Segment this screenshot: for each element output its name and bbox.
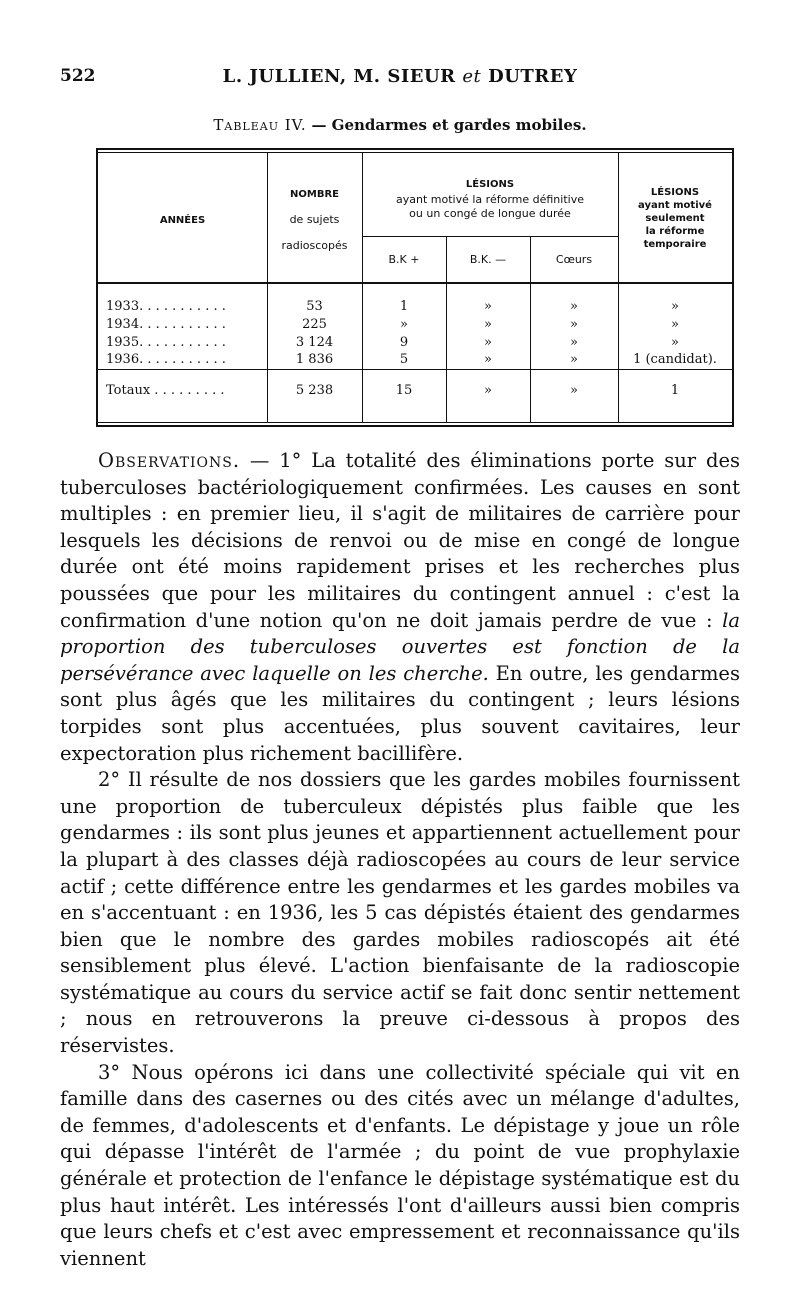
row-1936-bk-minus: »: [484, 352, 492, 367]
row-1936-annee: 1936. . . . . . . . . . .: [106, 352, 226, 367]
totals-coeurs: »: [570, 383, 578, 398]
header-lesions-temporaire-line4: la réforme: [645, 226, 705, 237]
row-1933-bk-minus: »: [484, 299, 492, 314]
totals-rule: [98, 369, 732, 370]
header-lesions-temporaire-line5: temporaire: [643, 239, 707, 250]
header-bk-plus: B.K +: [388, 253, 420, 266]
table-border-bottom: [96, 425, 734, 427]
totals-label: Totaux . . . . . . . . .: [106, 383, 225, 398]
body-text: [60, 448, 740, 1272]
running-head: [0, 66, 800, 87]
row-1934-temporaire: »: [671, 317, 679, 332]
table-border-bottom-inner: [96, 422, 734, 423]
totals-temporaire: 1: [670, 383, 680, 398]
table-border-top-inner: [96, 152, 734, 153]
header-lesions-temporaire-line2: ayant motivé: [638, 200, 712, 211]
row-1933-bk-plus: 1: [399, 299, 409, 314]
row-1933-annee: 1933. . . . . . . . . . .: [106, 299, 226, 314]
col-rule-2: [362, 152, 363, 422]
row-1936-coeurs: »: [570, 352, 578, 367]
row-1934-annee: 1934. . . . . . . . . . .: [106, 317, 226, 332]
header-lesions-definitive-line3: ou un congé de longue durée: [409, 207, 571, 220]
header-lesions-temporaire-line3: seulement: [645, 213, 705, 224]
row-1935-coeurs: »: [570, 335, 578, 350]
row-1935-temporaire: »: [671, 335, 679, 350]
table-title: [0, 116, 800, 134]
paragraph-2: 2° Il résulte de nos dossiers que les gardes mobiles fournissent une proportion de tuberculeux dépistés plus faible que les gendarmes : ils sont plus jeunes et appartiennent actuellement pour la plupart à des classes déjà radioscopées au cours de leur service actif ; cette différence entre les gendarmes et les gardes mobiles va en s'accentuant : en 1936, les 5 cas dépistés étaient des gendarmes bien que le nombre des gardes mobiles radioscopés ait été sensiblement plus élevé. L'action bienfaisante de la radioscopie systématique au cours du service actif se fait donc sentir nettement ; nous en retrouverons la preuve ci-dessous à propos des réservistes.: [60, 768, 740, 1058]
header-nombre-line2: de sujets: [289, 213, 340, 226]
row-1934-bk-minus: »: [484, 317, 492, 332]
row-1936-bk-plus: 5: [399, 352, 409, 367]
row-1934-coeurs: »: [570, 317, 578, 332]
running-head-authors: L. JULLIEN, M. SIEUR: [222, 66, 456, 87]
paragraph-1-part-a: — 1° La totalité des éliminations porte sur des tuberculoses bactériologiquement confirmées. Les causes en sont multiples : en premier lieu, il s'agit de militaires de carrière pour lesquels les décisions de renvoi ou de mise en congé de longue durée ont été moins rapidement prises et les recherches plus poussées que pour les militaires du contingent annuel : c'est la confirmation d'une notion qu'on ne doit jamais perdre de vue :: [60, 449, 740, 632]
table-border-left: [96, 148, 98, 427]
observations-label: Observations.: [98, 449, 241, 472]
header-sub-rule: [362, 236, 618, 237]
header-nombre-line3: radioscopés: [281, 239, 348, 252]
row-1933-coeurs: »: [570, 299, 578, 314]
totals-nombre: 5 238: [295, 383, 334, 398]
table-border-top: [96, 148, 734, 150]
page-number: 522: [60, 66, 96, 86]
data-table: [96, 148, 734, 426]
table-border-right: [732, 148, 734, 427]
paragraph-1-part-b: En outre, les gendarmes sont plus âgés que les militaires du contingent ; leurs lésions torpides sont plus accentuées, plus souvent cavitaires, leur expectoration plus richement bacillifère.: [60, 661, 740, 765]
running-head-author-last: DUTREY: [488, 66, 578, 87]
row-1934-bk-plus: »: [400, 317, 408, 332]
header-lesions-temporaire: LÉSIONS: [650, 187, 700, 198]
row-1935-annee: 1935. . . . . . . . . . .: [106, 335, 226, 350]
row-1934-nombre: 225: [302, 317, 327, 332]
row-1933-temporaire: »: [671, 299, 679, 314]
header-annees: ANNÉES: [159, 215, 206, 226]
paragraph-1-italic: la proportion des tuberculoses ouvertes est fonction de la persévérance avec laquelle on les cherche.: [60, 608, 740, 685]
header-nombre: NOMBRE: [290, 189, 339, 200]
running-head-conj: et: [462, 66, 482, 87]
paragraph-3: 3° Nous opérons ici dans une collectivité spéciale qui vit en famille dans des casernes ou des cités avec un mélange d'adultes, de femmes, d'adolescents et d'enfants. Le dépistage y joue un rôle qui dépasse l'intérêt de l'armée ; du point de vue prophylaxie générale et protection de l'enfance le dépistage systématique est du plus haut intérêt. Les intéressés l'ont d'ailleurs aussi bien compris que leurs chefs et c'est avec empressement et reconnaissance qu'ils viennent: [60, 1060, 740, 1270]
table-label: Tableau IV.: [213, 116, 307, 134]
totals-bk-minus: »: [484, 383, 492, 398]
row-1933-nombre: 53: [306, 299, 323, 314]
header-lesions-definitive: LÉSIONS: [465, 179, 515, 190]
row-1936-nombre: 1 836: [295, 352, 334, 367]
header-bottom-rule: [98, 282, 732, 284]
paragraph-observations: [60, 448, 740, 767]
totals-bk-plus: 15: [395, 383, 413, 398]
row-1935-nombre: 3 124: [295, 335, 334, 350]
header-coeurs: Cœurs: [555, 253, 593, 266]
header-bk-minus: B.K. —: [469, 253, 507, 266]
table-caption: — Gendarmes et gardes mobiles.: [311, 116, 587, 134]
header-lesions-definitive-line2: ayant motivé la réforme définitive: [396, 193, 584, 206]
row-1935-bk-minus: »: [484, 335, 492, 350]
row-1936-temporaire: 1 (candidat).: [633, 352, 717, 367]
row-1935-bk-plus: 9: [399, 335, 409, 350]
